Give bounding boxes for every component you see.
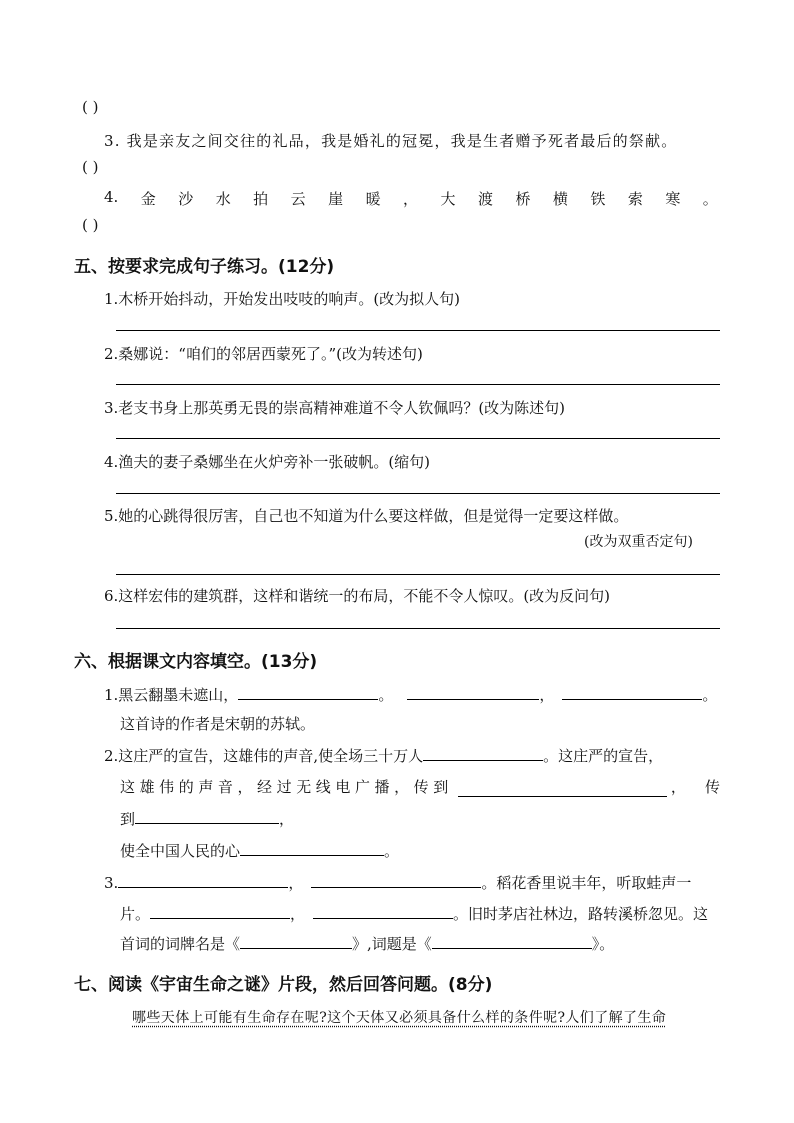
answer-line-5-6[interactable] [116, 628, 720, 629]
section-7-heading: 七、阅读《宇宙生命之谜》片段，然后回答问题。(8分) [74, 975, 493, 995]
char: 索 [627, 190, 643, 208]
fill-blank[interactable] [432, 934, 592, 949]
text: 》。 [591, 935, 615, 953]
text: 片。 [120, 905, 151, 923]
char: 电 [335, 778, 351, 796]
char: 拍 [253, 190, 269, 208]
char: 播 [374, 778, 390, 796]
answer-line-5-4[interactable] [116, 493, 720, 494]
text: 首词的词牌名是《 [120, 935, 241, 953]
question-5-5-instruction: (改为双重否定句) [584, 534, 693, 550]
question-6-1 [104, 684, 717, 705]
answer-line-5-2[interactable] [116, 384, 720, 385]
question-6-2-line2 [120, 776, 720, 797]
fill-blank[interactable] [238, 685, 378, 700]
char: 音 [217, 778, 233, 796]
question-5-3: 3.老支书身上那英勇无畏的崇高精神难道不令人钦佩吗？(改为陈述句) [104, 399, 566, 417]
char: 横 [552, 190, 568, 208]
char: 声 [198, 778, 214, 796]
question-5-5: 5.她的心跳得很厉害，自己也不知道为什么要这样做，但是觉得一定要这样做。 [104, 507, 629, 525]
answer-paren-1: ( ) [82, 98, 99, 116]
char: 。 [702, 190, 718, 208]
text: ， [539, 686, 555, 704]
fill-blank[interactable] [458, 782, 667, 797]
char: 到 [433, 778, 449, 796]
fill-blank[interactable] [118, 873, 288, 888]
question-5-2: 2.桑娜说：“咱们的邻居西蒙死了。”(改为转述句) [104, 345, 423, 363]
char: ， [237, 778, 253, 796]
fill-blank[interactable] [311, 873, 481, 888]
text: 到 [120, 810, 136, 828]
text: 。 [702, 686, 718, 704]
text: 3. [104, 874, 119, 892]
char: ， [403, 190, 419, 208]
text: ， [290, 905, 306, 923]
answer-paren-4: ( ) [82, 216, 99, 234]
text: 。旧时茅店社林边，路转溪桥忽见。这 [453, 905, 709, 923]
text: ， 传 [670, 778, 720, 796]
text: ， [279, 810, 295, 828]
question-4-3: 3. 我是亲友之间交往的礼品，我是婚礼的冠冕，我是生者赠予死者最后的祭献。 [104, 132, 678, 150]
char: 铁 [590, 190, 606, 208]
char: 线 [315, 778, 331, 796]
char: 渡 [477, 190, 493, 208]
fill-blank[interactable] [240, 841, 384, 856]
text: 。 [378, 686, 394, 704]
char: 的 [178, 778, 194, 796]
text: 1.黑云翻墨未遮山， [104, 686, 239, 704]
section-6-heading: 六、根据课文内容填空。(13分) [74, 652, 318, 672]
question-6-3-line2 [120, 903, 708, 924]
fill-blank[interactable] [150, 904, 290, 919]
question-5-1: 1.木桥开始抖动，开始发出吱吱的响声。(改为拟人句) [104, 290, 461, 308]
section-5-heading: 五、按要求完成句子练习。(12分) [74, 257, 335, 277]
fill-blank[interactable] [135, 809, 279, 824]
fill-blank[interactable] [562, 685, 702, 700]
char: 金 [140, 190, 156, 208]
question-5-4: 4.渔夫的妻子桑娜坐在火炉旁补一张破帆。(缩句) [104, 453, 431, 471]
question-6-2-line3 [120, 808, 294, 829]
answer-line-5-3[interactable] [116, 438, 720, 439]
char: 经 [257, 778, 273, 796]
char: 这 [120, 778, 136, 796]
char: 4. [104, 188, 119, 206]
char: 水 [215, 190, 231, 208]
fill-blank[interactable] [240, 934, 352, 949]
reading-passage-line: 哪些天体上可能有生命存在呢?这个天体又必须具备什么样的条件呢?人们了解了生命 [132, 1010, 667, 1026]
char: 云 [290, 190, 306, 208]
char: 崖 [328, 190, 344, 208]
char: 无 [296, 778, 312, 796]
char: 雄 [139, 778, 155, 796]
text: 。这庄严的宣告， [543, 747, 664, 765]
fill-blank[interactable] [313, 904, 453, 919]
question-5-6: 6.这样宏伟的建筑群，这样和谐统一的布局，不能不令人惊叹。(改为反问句) [104, 587, 611, 605]
char: 寒 [665, 190, 681, 208]
text: 2.这庄严的宣告，这雄伟的声音,使全场三十万人 [104, 747, 424, 765]
answer-line-5-5[interactable] [116, 574, 720, 575]
question-6-2 [104, 745, 663, 766]
char: 传 [413, 778, 429, 796]
char: 桥 [515, 190, 531, 208]
char: 大 [440, 190, 456, 208]
char: 伟 [159, 778, 175, 796]
char: ， [394, 778, 410, 796]
question-4-4 [104, 188, 718, 209]
char: 沙 [178, 190, 194, 208]
fill-blank[interactable] [423, 746, 543, 761]
text: 。 [384, 842, 400, 860]
fill-blank[interactable] [407, 685, 539, 700]
answer-paren-3: ( ) [82, 158, 99, 176]
text: 使全中国人民的心 [120, 842, 241, 860]
answer-line-5-1[interactable] [116, 330, 720, 331]
text: 》,词题是《 [352, 935, 432, 953]
question-6-1-note: 这首诗的作者是宋朝的苏轼。 [120, 715, 316, 733]
question-6-2-line4 [120, 840, 399, 861]
char: 广 [354, 778, 370, 796]
question-6-3-line3 [120, 933, 614, 954]
text: ， [288, 874, 304, 892]
question-6-3 [104, 872, 691, 893]
char: 过 [276, 778, 292, 796]
char: 暖 [365, 190, 381, 208]
text: 。稻花香里说丰年，听取蛙声一 [481, 874, 692, 892]
